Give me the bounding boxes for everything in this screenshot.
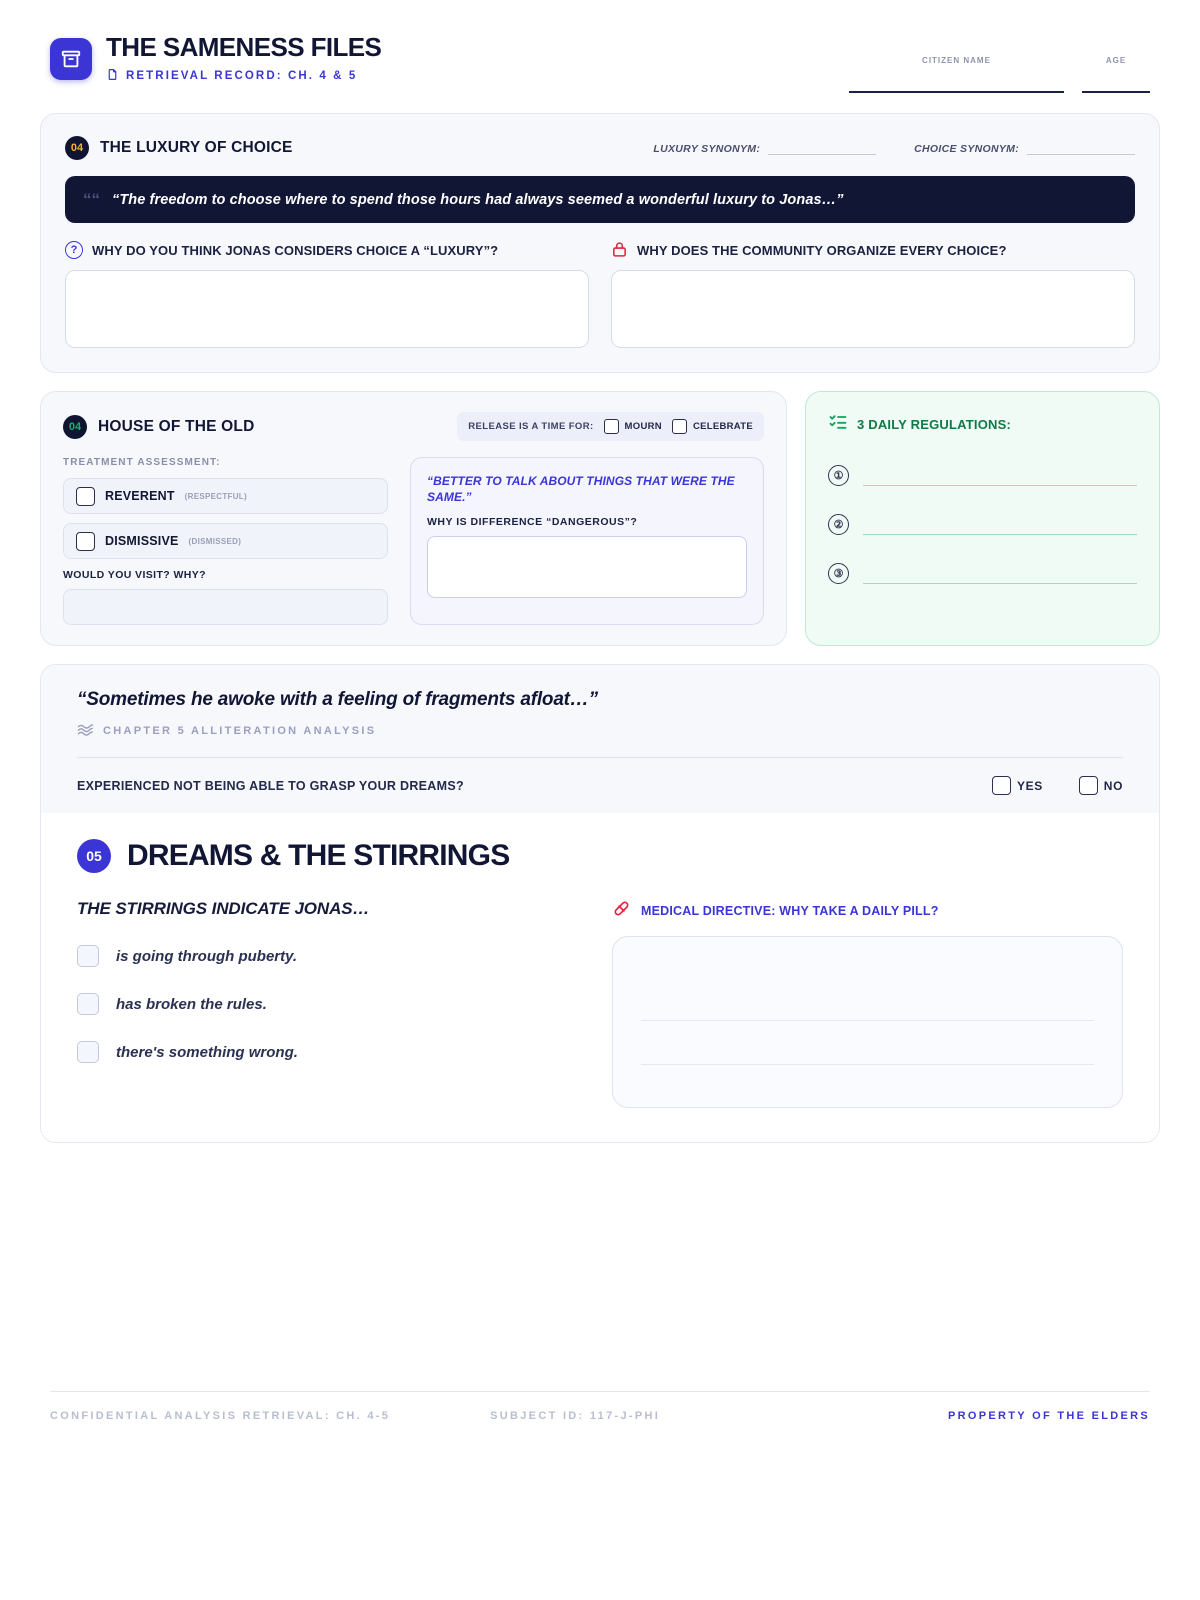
section-dreams-and-stirrings: [41, 813, 1159, 1142]
regulation-input[interactable]: [863, 473, 1137, 486]
side-question-label: WHY IS DIFFERENCE “DANGEROUS”?: [427, 516, 638, 529]
medical-directive-header: [612, 899, 1123, 923]
section-house-of-the-old: [40, 391, 787, 646]
quote-icon: ““: [83, 190, 100, 209]
document-icon: [106, 68, 119, 84]
section-number-badge: 05: [77, 839, 111, 873]
checkbox-icon[interactable]: [77, 993, 99, 1015]
regulation-number: ①: [828, 465, 849, 486]
choice-synonym-label: CHOICE SYNONYM:: [914, 143, 1019, 155]
treatment-option-word: REVERENT: [105, 489, 175, 503]
checkbox-icon[interactable]: [76, 487, 95, 506]
release-options: [457, 412, 764, 441]
pill-icon: [612, 899, 631, 923]
question-columns: [65, 241, 1135, 348]
lock-icon: [611, 241, 628, 259]
section-title: DREAMS & THE STIRRINGS: [127, 839, 510, 872]
page-footer: [50, 1391, 1150, 1422]
stirrings-lead: THE STIRRINGS INDICATE JONAS…: [77, 899, 370, 918]
option-yes[interactable]: [992, 776, 1043, 795]
page-title: THE SAMENESS FILES: [106, 32, 382, 62]
section-number-badge: 04: [65, 136, 89, 160]
stirrings-options: [77, 899, 582, 1108]
footer-property-text: PROPERTY OF THE ELDERS: [948, 1410, 1150, 1422]
regulation-number: ③: [828, 563, 849, 584]
alliteration-quote: “Sometimes he awoke with a feeling of fragments afloat…”: [77, 689, 598, 710]
difference-panel: [410, 457, 764, 625]
treatment-option-dismissive[interactable]: [63, 523, 388, 559]
record-subtitle-text: RETRIEVAL RECORD: CH. 4 & 5: [126, 70, 358, 83]
dreams-body: [77, 899, 1123, 1108]
stirrings-option-label: there's something wrong.: [116, 1043, 298, 1061]
release-option-label: MOURN: [624, 421, 662, 432]
dreams-header: [77, 839, 1123, 873]
checkbox-icon[interactable]: [604, 419, 619, 434]
option-yes-label: YES: [1016, 778, 1043, 793]
checkbox-icon[interactable]: [76, 532, 95, 551]
checkbox-icon[interactable]: [77, 945, 99, 967]
header-fields: [849, 34, 1150, 93]
quote-text: “The freedom to choose where to spend those hours had always seemed a wonderful luxury to Jonas…”: [112, 191, 844, 208]
yes-no-options: [992, 776, 1123, 795]
regulations-header: [828, 412, 1137, 437]
question-mark-icon: ?: [65, 241, 83, 259]
section-title: THE LUXURY OF CHOICE: [100, 139, 293, 156]
stirrings-option-3[interactable]: [77, 1041, 582, 1063]
dream-grasp-question: EXPERIENCED NOT BEING ABLE TO GRASP YOUR DREAMS?: [77, 778, 464, 793]
release-option-mourn[interactable]: [604, 419, 662, 434]
medical-directive-title: MEDICAL DIRECTIVE: WHY TAKE A DAILY PILL?: [641, 904, 939, 918]
release-label: RELEASE IS A TIME FOR:: [468, 421, 594, 432]
regulation-input[interactable]: [863, 571, 1137, 584]
citizen-name-input[interactable]: [849, 71, 1064, 93]
treatment-option-reverent[interactable]: [63, 478, 388, 514]
quote-banner: [65, 176, 1135, 223]
regulation-item: [828, 563, 1137, 584]
question-header: [611, 241, 1135, 259]
age-input[interactable]: [1082, 71, 1150, 93]
question-text: WHY DOES THE COMMUNITY ORGANIZE EVERY CHOICE?: [637, 242, 1007, 258]
section-number-badge: 04: [63, 415, 87, 439]
section-dreams-card: [40, 664, 1160, 1143]
checklist-icon: [828, 412, 848, 437]
visit-answer-input[interactable]: [63, 589, 388, 625]
alliteration-tag: [77, 721, 1123, 741]
question-luxury: [65, 241, 589, 348]
dream-grasp-question-row: [77, 757, 1123, 795]
checkbox-icon[interactable]: [1079, 776, 1098, 795]
waves-icon: [77, 721, 94, 741]
checkbox-icon[interactable]: [77, 1041, 99, 1063]
house-body: [63, 457, 764, 625]
writing-rule: [641, 977, 1094, 1021]
checkbox-icon[interactable]: [672, 419, 687, 434]
stirrings-option-1[interactable]: [77, 945, 582, 967]
page-header: [40, 0, 1160, 93]
treatment-option-gloss: (DISMISSED): [188, 536, 242, 546]
release-option-label: CELEBRATE: [692, 421, 753, 432]
archive-logo-icon: [50, 38, 92, 80]
visit-question-label: WOULD YOU VISIT? WHY?: [63, 569, 206, 581]
option-no[interactable]: [1079, 776, 1123, 795]
medical-directive: [612, 899, 1123, 1108]
treatment-label: TREATMENT ASSESSMENT:: [63, 457, 221, 468]
age-field[interactable]: [1082, 56, 1150, 93]
choice-synonym-input[interactable]: [1027, 141, 1135, 155]
question-community: [611, 241, 1135, 348]
footer-left-text: CONFIDENTIAL ANALYSIS RETRIEVAL: CH. 4-5: [50, 1410, 391, 1422]
stirrings-option-2[interactable]: [77, 993, 582, 1015]
writing-rule: [641, 1021, 1094, 1065]
luxury-synonym-label: LUXURY SYNONYM:: [653, 143, 761, 155]
section-header: [65, 136, 1135, 160]
question-header: [65, 241, 589, 259]
regulation-input[interactable]: [863, 522, 1137, 535]
answer-input-community[interactable]: [611, 270, 1135, 348]
treatment-assessment: [63, 457, 388, 625]
footer-subject-id: SUBJECT ID: 117-J-PHI: [490, 1410, 661, 1422]
synonym-fields: [653, 141, 1135, 155]
record-subtitle: [106, 68, 381, 84]
option-no-label: NO: [1103, 778, 1123, 793]
medical-directive-input[interactable]: [612, 936, 1123, 1108]
stirrings-option-label: is going through puberty.: [116, 947, 298, 965]
middle-row: [40, 391, 1160, 646]
citizen-name-label: CITIZEN NAME: [922, 56, 991, 65]
title-block: [106, 34, 381, 84]
section-title: HOUSE OF THE OLD: [98, 417, 255, 435]
regulations-title: 3 DAILY REGULATIONS:: [857, 417, 1012, 432]
luxury-synonym-field[interactable]: [653, 141, 876, 155]
age-label: AGE: [1105, 56, 1127, 65]
citizen-name-field[interactable]: [849, 56, 1064, 93]
regulation-item: [828, 514, 1137, 535]
side-quote-text: “BETTER TO TALK ABOUT THINGS THAT WERE THE SAME.”: [427, 474, 735, 505]
answer-input-luxury[interactable]: [65, 270, 589, 348]
stirrings-option-label: has broken the rules.: [116, 995, 267, 1013]
release-option-celebrate[interactable]: [672, 419, 753, 434]
alliteration-tag-text: CHAPTER 5 ALLITERATION ANALYSIS: [103, 725, 377, 737]
luxury-synonym-input[interactable]: [768, 141, 876, 155]
regulation-item: [828, 465, 1137, 486]
alliteration-analysis: [41, 665, 1159, 813]
question-text: WHY DO YOU THINK JONAS CONSIDERS CHOICE A “LUXURY”?: [92, 242, 499, 258]
treatment-option-gloss: (RESPECTFUL): [184, 491, 247, 501]
section-daily-regulations: [805, 391, 1160, 646]
section-luxury-of-choice: [40, 113, 1160, 373]
side-answer-input[interactable]: [427, 536, 747, 598]
checkbox-icon[interactable]: [992, 776, 1011, 795]
choice-synonym-field[interactable]: [914, 141, 1135, 155]
regulation-number: ②: [828, 514, 849, 535]
treatment-option-word: DISMISSIVE: [105, 534, 179, 548]
section-header: [63, 412, 764, 441]
